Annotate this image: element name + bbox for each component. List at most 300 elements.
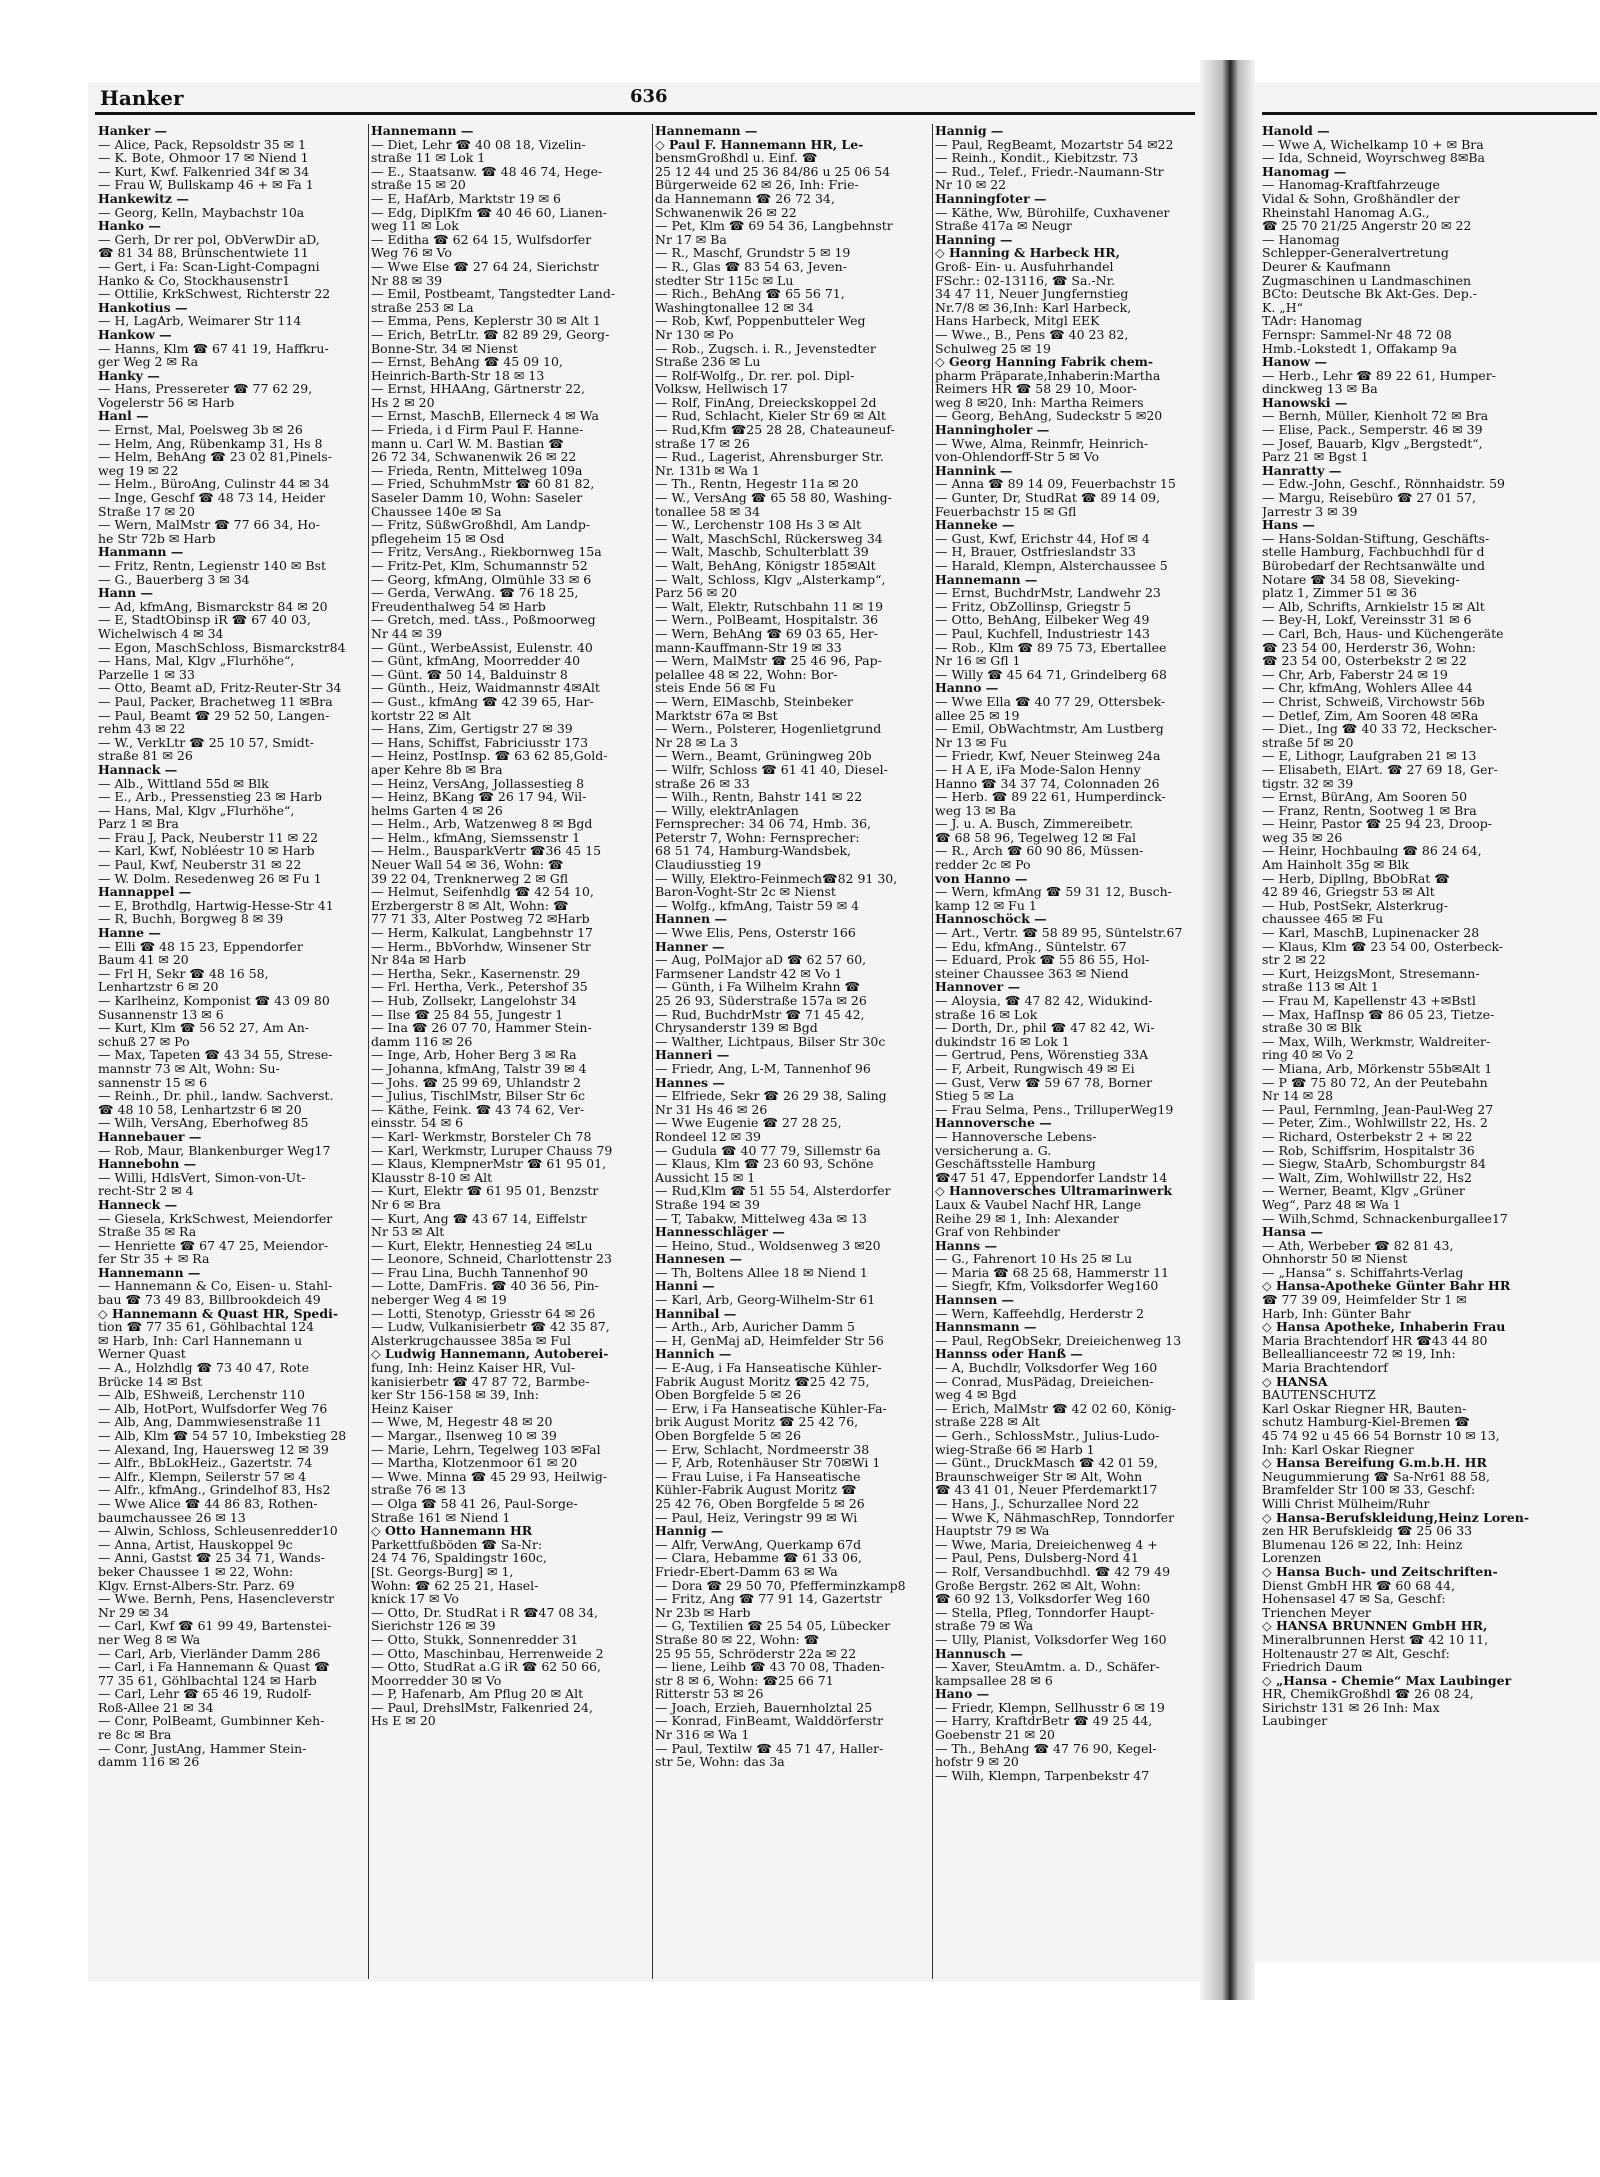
directory-line: — Th., Rentn, Hegestr 11a ✉ 20 [655, 476, 859, 492]
directory-line: knick 17 ✉ Vo [371, 1591, 459, 1607]
directory-line: — R., Maschf, Grundstr 5 ✉ 19 [655, 245, 851, 261]
directory-line: ☎ 23 54 00, Herderstr 36, Wohn: [1262, 639, 1476, 655]
directory-line: Straße 236 ✉ Lu [655, 354, 761, 370]
directory-line: Hanratty — [1262, 462, 1342, 478]
directory-line: — Willy, elektrAnlagen [655, 802, 799, 818]
directory-line: — Friedr, Kwf, Neuer Steinweg 24a [935, 748, 1161, 764]
directory-line: Feuerbachstr 15 ✉ Gfl [935, 503, 1077, 519]
directory-line: — Gunter, Dr, StudRat ☎ 89 14 09, [935, 490, 1161, 506]
directory-line: Klgv. Ernst-Albers-Str. Parz. 69 [98, 1577, 295, 1593]
directory-line: — Julius, TischlMstr, Bilser Str 6c [371, 1088, 585, 1104]
directory-line: Hankow — [98, 326, 172, 342]
directory-line: schuß 27 ✉ Po [98, 1033, 190, 1049]
directory-line: — Rud., Telef., Friedr.-Naumann-Str [935, 163, 1164, 179]
directory-line: Nr 16 ✉ Gfl 1 [935, 653, 1021, 669]
directory-line: — Paul, RegBeamt, Mozartstr 54 ✉22 [935, 136, 1174, 152]
directory-line: Vogelerstr 56 ✉ Harb [98, 394, 235, 410]
directory-line: versicherung a. G. [935, 1142, 1052, 1158]
directory-line: mannstr 73 ✉ Alt, Wohn: Su- [98, 1060, 280, 1076]
directory-line: brik August Moritz ☎ 25 42 76, [655, 1414, 859, 1430]
directory-line: — Clara, Hebamme ☎ 61 33 06, [655, 1550, 862, 1566]
directory-line: ☎ 25 70 21/25 Angerstr 20 ✉ 22 [1262, 218, 1472, 234]
directory-line: — Pet, Klm ☎ 69 54 36, Langbehnstr [655, 218, 893, 234]
directory-line: — P, Hafenarb, Am Pflug 20 ✉ Alt [371, 1686, 584, 1702]
directory-line: Ritterstr 53 ✉ 26 [655, 1686, 764, 1702]
directory-line: — Rud, Schlacht, Kieler Str 69 ✉ Alt [655, 408, 886, 424]
directory-line: — Walt, MaschSchl, Rückersweg 34 [655, 530, 883, 546]
directory-line: — Helm, Ang, Rübenkamp 31, Hs 8 [98, 435, 323, 451]
directory-line: — Erich, MalMstr ☎ 42 02 60, König- [935, 1400, 1176, 1416]
directory-line: — Joach, Erzieh, Bauernholztal 25 [655, 1699, 873, 1715]
directory-line: — Kurt, Kwf. Falkenried 34f ✉ 34 [98, 163, 310, 179]
directory-line: — Wilfr, Schloss ☎ 61 41 40, Diesel- [655, 761, 888, 777]
directory-line: straße 5f ✉ 20 [1262, 734, 1354, 750]
directory-line: straße 79 ✉ Wa [935, 1618, 1034, 1634]
directory-line: — Friedr, Ang, L-M, Tannenhof 96 [655, 1060, 871, 1076]
directory-line: — Ernst, HHAAng, Gärtnerstr 22, [371, 381, 585, 397]
directory-line: — Giesela, KrkSchwest, Meiendorfer [98, 1210, 333, 1226]
directory-line: — Hub, PostSekr, Alsterkrug- [1262, 897, 1448, 913]
directory-line: ☎ 23 54 00, Osterbekstr 2 ✉ 22 [1262, 653, 1467, 669]
directory-line: straße 228 ✉ Alt [935, 1414, 1040, 1430]
directory-line: — Gust, Verw ☎ 59 67 78, Borner [935, 1074, 1153, 1090]
directory-line: — Stella, Pfleg, Tonndorfer Haupt- [935, 1604, 1155, 1620]
directory-line: Hanmann — [98, 544, 184, 560]
directory-line: straße 17 ✉ 26 [655, 435, 750, 451]
directory-line: — Karl, Arb, Georg-Wilhelm-Str 61 [655, 1292, 876, 1308]
directory-line: — Carl, Lehr ☎ 65 46 19, Rudolf- [98, 1686, 312, 1702]
directory-line: — Wern, MalMstr ☎ 77 66 34, Ho- [98, 517, 320, 533]
directory-line: — Otto, Beamt aD, Fritz-Reuter-Str 34 [98, 680, 342, 696]
directory-line: von Hanno — [935, 870, 1028, 886]
directory-line: Laux & Vaubel Nachf HR, Lange [935, 1196, 1142, 1212]
directory-line: — Herb, Dipllng, BbObRat ☎ [1262, 870, 1450, 886]
directory-line: Hanns — [935, 1237, 997, 1253]
directory-line: 77 35 61, Göhlbachtal 124 ✉ Harb [98, 1672, 317, 1688]
directory-line: — Wwe, Alma, Reinmfr, Heinrich- [935, 435, 1149, 451]
directory-line: weg 4 ✉ Bgd [935, 1387, 1017, 1403]
directory-line: Hannig — [935, 124, 1004, 138]
directory-line: — R., Glas ☎ 83 54 63, Jeven- [655, 258, 847, 274]
directory-line: Reihe 29 ✉ 1, Inh: Alexander [935, 1210, 1120, 1226]
directory-line: — Kurt, Elektr ☎ 61 95 01, Benzstr [371, 1183, 599, 1199]
directory-line: straße 113 ✉ Alt 1 [1262, 979, 1379, 995]
directory-line: — Alb, Klm ☎ 54 57 10, Imbekstieg 28 [98, 1428, 347, 1443]
directory-line: Klausstr 8-10 ✉ Alt [371, 1169, 493, 1185]
directory-line: Nr 130 ✉ Po [655, 326, 734, 342]
directory-line: — Emma, Pens, Keplerstr 30 ✉ Alt 1 [371, 313, 601, 329]
directory-line: Vidal & Sohn, Großhändler der [1262, 190, 1460, 206]
directory-line: — Fritz, VersAng., Riekbornweg 15a [371, 544, 602, 560]
directory-line: Hankotius — [98, 299, 188, 315]
directory-line: — Wwe Alice ☎ 44 86 83, Rothen- [98, 1495, 318, 1511]
directory-line: 68 51 74, Hamburg-Wandsbek, [655, 843, 852, 859]
directory-line: — Elli ☎ 48 15 23, Eppendorfer [98, 938, 303, 954]
directory-line: Nr 6 ✉ Bra [371, 1196, 441, 1212]
directory-line: — Elisabeth, ElArt. ☎ 27 69 18, Ger- [1262, 761, 1498, 777]
directory-line: — G, Textilien ☎ 25 54 05, Lübecker [655, 1618, 891, 1634]
directory-line: Hannusch — [935, 1645, 1023, 1661]
directory-line: — Franz, Rentn, Sootweg 1 ✉ Bra [1262, 802, 1477, 818]
directory-line: — Helm., Arb, Watzenweg 8 ✉ Bgd [371, 816, 593, 832]
directory-line: — Eduard, Prok ☎ 55 86 55, Hol- [935, 952, 1150, 968]
directory-line: ◇ HANSA [1262, 1373, 1328, 1389]
directory-line: — Wwe., B., Pens ☎ 40 23 82, [935, 326, 1129, 342]
directory-line: Neuer Wall 54 ✉ 36, Wohn: ☎ [371, 857, 564, 873]
directory-line: — E, Brothdlg, Hartwig-Hesse-Str 41 [98, 897, 334, 913]
directory-line: — Wilh, Klempn, Tarpenbekstr 47 [935, 1767, 1150, 1783]
directory-line: Willi Christ Mülheim/Ruhr [1262, 1495, 1430, 1511]
directory-line: ◇ Hanning & Harbeck HR, [935, 245, 1120, 261]
directory-line: 24 74 76, Spaldingstr 160c, [371, 1550, 547, 1566]
directory-line: steis Ende 56 ✉ Fu [655, 680, 776, 696]
directory-line: einsstr. 54 ✉ 6 [371, 1115, 464, 1131]
directory-line: 25 12 44 und 25 36 84/86 u 25 06 54 [655, 163, 891, 179]
directory-line: — Wwe Elis, Pens, Osterstr 166 [655, 925, 856, 941]
directory-line: — Wilh, VersAng, Eberhofweg 85 [98, 1115, 309, 1131]
directory-line: ◇ HANSA BRUNNEN GmbH HR, [1262, 1618, 1488, 1634]
directory-line: — Frieda, i d Firm Paul F. Hanne- [371, 422, 584, 438]
directory-line: fer Str 35 + ✉ Ra [98, 1251, 210, 1267]
directory-line: Hanko — [98, 218, 161, 234]
directory-line: — W. Dolm. Resedenweg 26 ✉ Fu 1 [98, 870, 322, 886]
directory-line: — Werner, Beamt, Klgv „Grüner [1262, 1183, 1465, 1199]
directory-line: — Alfr., kfmAng., Grindelhof 83, Hs2 [98, 1482, 331, 1498]
directory-line: Hannink — [935, 462, 1013, 478]
directory-line: recht-Str 2 ✉ 4 [98, 1183, 194, 1199]
directory-line: — Reinh., Kondit., Kiebitzstr. 73 [935, 150, 1139, 166]
directory-line: Hanker — [98, 124, 168, 138]
directory-line: Hannesschläger — [655, 1224, 785, 1240]
directory-line: — Karl, Kwf, Nobléestr 10 ✉ Harb [98, 843, 315, 859]
directory-line: Hanno ☎ 34 37 74, Colonnaden 26 [935, 775, 1160, 791]
directory-line: straße 15 ✉ 20 [371, 177, 466, 193]
directory-line: — Conr, PolBeamt, Gumbinner Keh- [98, 1713, 325, 1729]
directory-line: Hanky — [98, 367, 160, 383]
directory-line: — Wolfg., kfmAng, Taistr 59 ✉ 4 [655, 897, 860, 913]
directory-line: — Herb., Lehr ☎ 89 22 61, Humper- [1262, 367, 1496, 383]
directory-line: — Hanomag [1262, 231, 1340, 247]
directory-line: ◇ Hansa-Apotheke Günter Bahr HR [1262, 1278, 1511, 1294]
directory-line: — Gudula ☎ 40 77 79, Sillemstr 6a [655, 1142, 881, 1158]
directory-line: Hannebohn — [98, 1156, 197, 1172]
directory-line: — Klaus, KlempnerMstr ☎ 61 95 01, [371, 1156, 607, 1172]
directory-line: Belleallianceestr 72 ✉ 19, Inh: [1262, 1346, 1456, 1362]
directory-line: Heinz Kaiser [371, 1400, 453, 1416]
directory-line: — Diet, Lehr ☎ 40 08 18, Vizelin- [371, 136, 586, 152]
directory-line: — Reinh., Dr. phil., landw. Sachverst. [98, 1088, 334, 1104]
directory-line: ◇ Hannoversches Ultramarinwerk [935, 1183, 1173, 1199]
directory-line: — Ernst, BuchdrMstr, Landwehr 23 [935, 585, 1161, 601]
directory-line: — Wwe Ella ☎ 40 77 29, Ottersbek- [935, 693, 1166, 709]
directory-line: — Chr, Arb, Faberstr 24 ✉ 19 [1262, 666, 1448, 682]
directory-line: — Leonore, Schneid, Charlottenstr 23 [371, 1251, 612, 1267]
directory-line: 42 89 46, Griegstr 53 ✉ Alt [1262, 884, 1435, 900]
directory-line: — Rolf, FinAng, Dreieckskoppel 2d [655, 394, 877, 410]
directory-line: Hs E ✉ 20 [371, 1713, 436, 1729]
directory-line: — Rob., Klm ☎ 89 75 73, Ebertallee [935, 639, 1167, 655]
directory-line: — Helm., BüroAng, Culinstr 44 ✉ 34 [98, 476, 330, 492]
column-divider [932, 124, 933, 1979]
directory-line: ☎ 48 10 58, Lenhartzstr 6 ✉ 20 [98, 1101, 302, 1117]
directory-line: chaussee 465 ✉ Fu [1262, 911, 1384, 927]
directory-line: Moorredder 30 ✉ Vo [371, 1672, 502, 1688]
directory-line: — Detlef, Zim, Am Sooren 48 ✉Ra [1262, 707, 1479, 723]
directory-line: Maria Brachtendorf HR ☎43 44 80 [1262, 1332, 1488, 1348]
directory-line: — K. Bote, Ohmoor 17 ✉ Niend 1 [98, 150, 309, 166]
directory-line: — Frau W, Bullskamp 46 + ✉ Fa 1 [98, 177, 314, 193]
directory-line: — Hans, Pressereter ☎ 77 62 29, [98, 381, 313, 397]
directory-line: — Alwin, Schloss, Schleusenredder10 [98, 1523, 338, 1539]
directory-column-2 [371, 124, 651, 1728]
directory-line: — E, HafArb, Marktstr 19 ✉ 6 [371, 190, 561, 206]
directory-line: — Anna, Artist, Hauskoppel 9c [98, 1536, 293, 1552]
directory-line: — Günth, i Fa Wilhelm Krahn ☎ [655, 979, 861, 995]
directory-line: — Karlheinz, Komponist ☎ 43 09 80 [98, 993, 330, 1008]
directory-line: tigstr. 32 ✉ 39 [1262, 775, 1354, 791]
directory-line: — Bernh, Müller, Kienholt 72 ✉ Bra [1262, 408, 1489, 424]
directory-line: — Karl, Werkmstr, Luruper Chauss 79 [371, 1142, 613, 1158]
directory-line: — Karl, MaschB, Lupinenacker 28 [1262, 925, 1480, 941]
directory-line: Groß- Ein- u. Ausfuhrhandel [935, 258, 1114, 274]
directory-line: Hanko & Co, Stockhausenstr1 [98, 272, 291, 288]
directory-line: Nr 14 ✉ 28 [1262, 1088, 1334, 1104]
directory-line: bensmGroßhdl u. Einf. ☎ [655, 150, 818, 166]
directory-line: — Wern, MalMstr ☎ 25 46 96, Pap- [655, 653, 882, 669]
directory-line: — W., Lerchenstr 108 Hs 3 ✉ Alt [655, 517, 862, 533]
directory-line: kamp 12 ✉ Fu 1 [935, 897, 1037, 913]
directory-line: — Th, Boltens Allee 18 ✉ Niend 1 [655, 1264, 868, 1280]
directory-line: Schlepper-Generalvertretung [1262, 245, 1449, 261]
directory-line: zen HR Berufskleidg ☎ 25 06 33 [1262, 1523, 1473, 1539]
directory-line: Hanningfoter — [935, 190, 1047, 206]
directory-line: Oben Borgfelde 5 ✉ 26 [655, 1387, 802, 1403]
directory-line: Brücke 14 ✉ Bst [98, 1373, 203, 1389]
directory-line: — Diet., Ing ☎ 40 33 72, Heckscher- [1262, 721, 1497, 737]
directory-line: — Emil, Postbeamt, Tangstedter Land- [371, 286, 616, 302]
directory-line: — Heino, Stud., Woldsenweg 3 ✉20 [655, 1237, 881, 1253]
directory-line: — Edw.-John, Geschf., Rönnhaidstr. 59 [1262, 476, 1505, 492]
directory-line: — Art., Vertr. ☎ 58 89 95, Süntelstr.67 [935, 925, 1183, 941]
directory-line: — Willi, HdlsVert, Simon-von-Ut- [98, 1169, 306, 1185]
directory-line: — Ernst, MaschB, Ellerneck 4 ✉ Wa [371, 408, 599, 424]
directory-line: mann u. Carl W. M. Bastian ☎ [371, 435, 564, 451]
directory-line: — Karl- Werkmstr, Borsteler Ch 78 [371, 1128, 592, 1144]
directory-line: — H, Brauer, Ostfrieslandstr 33 [935, 544, 1136, 560]
directory-line: — Johanna, kfmAng, Talstr 39 ✉ 4 [371, 1060, 587, 1076]
directory-line: Heinrich-Barth-Str 18 ✉ 13 [371, 367, 545, 383]
directory-line: Hannemann — [98, 1264, 201, 1280]
directory-line: — Konrad, FinBeamt, Walddörferstr [655, 1713, 884, 1729]
directory-line: Parkettfußböden ☎ Sa-Nr: [371, 1536, 543, 1552]
directory-line: Hano — [935, 1686, 990, 1702]
directory-line: schutz Hamburg-Kiel-Bremen ☎ [1262, 1414, 1470, 1430]
directory-line: Hann — [98, 585, 153, 601]
directory-line: — Margar., Ilsenweg 10 ✉ 39 [371, 1428, 557, 1443]
directory-line: sannenstr 15 ✉ 6 [98, 1074, 208, 1090]
directory-line: — Willy, Elektro-Feinmech☎82 91 30, [655, 870, 898, 886]
directory-line: — Wern., Beamt, Grüningweg 20b [655, 748, 872, 764]
directory-line: — Fried, SchuhmMstr ☎ 60 81 82, [371, 476, 595, 492]
directory-line: straße 76 ✉ 13 [371, 1482, 466, 1498]
directory-line: — Rud, BuchdrMstr ☎ 71 45 42, [655, 1006, 865, 1022]
directory-line: — Gretch, med. tAss., Poßmoorweg [371, 612, 596, 628]
directory-line: — Erw, Schlacht, Nordmeerstr 38 [655, 1441, 870, 1457]
directory-line: Roß-Allee 21 ✉ 34 [98, 1699, 214, 1715]
directory-line: — Carl, Arb, Vierländer Damm 286 [98, 1645, 321, 1661]
directory-line: fung, Inh: Heinz Kaiser HR, Vul- [371, 1360, 576, 1376]
directory-line: Hanowski — [1262, 394, 1348, 410]
directory-line: — E., Staatsanw. ☎ 48 46 74, Hege- [371, 163, 603, 179]
directory-line: 77 71 33, Alter Postweg 72 ✉Harb [371, 911, 590, 927]
directory-line: — Walt, BehAng, Königstr 185✉Alt [655, 558, 876, 573]
directory-line: — Ernst, Mal, Poelsweg 3b ✉ 26 [98, 422, 303, 438]
directory-line: ◇ „Hansa - Chemie“ Max Laubinger [1262, 1672, 1512, 1688]
directory-line: — Otto, StudRat a.G iR ☎ 62 50 66, [371, 1659, 601, 1675]
directory-line: — Alfr., BbLokHeiz., Gazertstr. 74 [98, 1455, 313, 1471]
directory-line: Trienchen Meyer [1262, 1604, 1371, 1620]
directory-line: — Ottilie, KrkSchwest, Richterstr 22 [98, 286, 331, 302]
directory-line: Nr 316 ✉ Wa 1 [655, 1727, 750, 1743]
directory-line: Bramfelder Str 100 ✉ 33, Geschf: [1262, 1482, 1476, 1498]
directory-line: Chaussee 140e ✉ Sa [371, 503, 502, 519]
directory-line: — Wern, ElMaschb, Steinbeker [655, 693, 853, 709]
directory-line: Saseler Damm 10, Wohn: Saseler [371, 490, 583, 506]
directory-line: — Heinz, VersAng, Jollassestieg 8 [371, 775, 585, 791]
directory-line: — Gust., kfmAng ☎ 42 39 65, Har- [371, 693, 594, 709]
directory-line: — R., Arch ☎ 60 90 86, Müssen- [935, 843, 1144, 859]
directory-line: ◇ Otto Hannemann HR [371, 1523, 533, 1539]
directory-line: Harb, Inh: Günter Bahr [1262, 1305, 1411, 1321]
directory-line: Susannenstr 13 ✉ 6 [98, 1006, 224, 1022]
directory-line: Claudiusstieg 19 [655, 857, 762, 873]
directory-line: — Helm., kfmAng, Siemssenstr 1 [371, 829, 581, 845]
directory-line: — Willy ☎ 45 64 71, Grindelberg 68 [935, 666, 1167, 682]
directory-line: — Heinz, BKang ☎ 26 17 94, Wil- [371, 789, 587, 805]
directory-line: Hannoversche — [935, 1115, 1052, 1131]
directory-line: ker Str 156-158 ✉ 39, Inh: [371, 1387, 539, 1403]
directory-line: hofstr 9 ✉ 20 [935, 1754, 1019, 1770]
directory-line: Hankewitz — [98, 190, 189, 206]
directory-line: Reimers HR ☎ 58 29 10, Moor- [935, 381, 1137, 397]
directory-line: — Frau Selma, Pens., TrilluperWeg19 [935, 1101, 1174, 1117]
directory-line: Parzelle 1 ✉ 33 [98, 666, 195, 682]
directory-line: Hannsmann — [935, 1319, 1037, 1335]
directory-line: BAUTENSCHUTZ [1262, 1387, 1376, 1403]
directory-line: — Paul, DrehslMstr, Falkenried 24, [371, 1699, 593, 1715]
directory-line: — Johs. ☎ 25 99 69, Uhlandstr 2 [371, 1074, 582, 1090]
directory-line: — Rob., Zugsch. i. R., Jevenstedter [655, 340, 876, 356]
directory-line: — Frau Lina, Buchh Tannenhof 90 [371, 1264, 589, 1280]
directory-line: — Wwe. Minna ☎ 45 29 93, Heilwig- [371, 1468, 608, 1484]
directory-line: pflegeheim 15 ✉ Osd [371, 530, 505, 546]
directory-line: — Carl, i Fa Hannemann & Quast ☎ [98, 1659, 330, 1675]
directory-line: — Martha, Klotzenmoor 61 ✉ 20 [371, 1455, 578, 1471]
directory-line: Hans — [1262, 517, 1315, 533]
directory-line: ◇ Hansa Bereifung G.m.b.H. HR [1262, 1455, 1487, 1471]
directory-line: Peterstr 7, Wohn: Fernsprecher: [655, 829, 860, 845]
header-rule [95, 112, 1195, 115]
directory-line: — Hannoversche Lebens- [935, 1128, 1097, 1144]
directory-line: Dienst GmbH HR ☎ 60 68 44, [1262, 1577, 1456, 1593]
directory-line: he Str 72b ✉ Harb [98, 530, 216, 546]
directory-line: — Frau Luise, i Fa Hanseatische [655, 1468, 861, 1484]
directory-line: — Otto, Dr. StudRat i R ☎47 08 34, [371, 1604, 599, 1620]
directory-line: kanisierbetr ☎ 47 87 72, Barmbe- [371, 1373, 590, 1389]
directory-line: Nr 84a ✉ Harb [371, 952, 466, 968]
directory-line: — G., Bauerberg 3 ✉ 34 [98, 571, 250, 587]
directory-line: — Georg, kfmAng, Olmühle 33 ✉ 6 [371, 571, 592, 587]
column-divider [652, 124, 653, 1979]
directory-line: — Alb, Ang, Dammwiesenstraße 11 [98, 1414, 323, 1430]
directory-line: — Ernst, BürAng, Am Sooren 50 [1262, 789, 1468, 805]
directory-line: — Rob, Kwf, Poppenbutteler Weg [655, 313, 866, 329]
directory-line: — Paul, Pens, Dulsberg-Nord 41 [935, 1550, 1139, 1566]
directory-line: — Friedr, Klempn, Sellhusstr 6 ✉ 19 [935, 1699, 1165, 1715]
directory-line: weg 35 ✉ 26 [1262, 829, 1343, 845]
directory-line: — Walt, Maschb, Schulterblatt 39 [655, 544, 869, 560]
directory-line: — Paul, Heiz, Veringstr 99 ✉ Wi [655, 1509, 858, 1525]
directory-line: straße 11 ✉ Lok 1 [371, 150, 486, 166]
directory-line: Sirichstr 131 ✉ 26 Inh: Max [1262, 1699, 1440, 1715]
directory-line: — Herm., BbVorhdw, Winsener Str [371, 938, 591, 954]
directory-line: Hannen — [655, 911, 727, 927]
directory-line: — Hanns, Klm ☎ 67 41 19, Haffkru- [98, 340, 329, 356]
directory-line: — Erich, BetrLtr. ☎ 82 89 29, Georg- [371, 326, 610, 342]
directory-line: straße 16 ✉ Lok [935, 1006, 1038, 1022]
directory-line: — Hans, Schiffst, Fabriciusstr 173 [371, 734, 589, 750]
directory-line: — Frau J, Pack, Neuberstr 11 ✉ 22 [98, 829, 319, 845]
directory-line: weg 8 ✉20, Inh: Martha Reimers [935, 394, 1144, 410]
directory-line: — Heinr, Hochbaulng ☎ 86 24 64, [1262, 843, 1482, 859]
directory-line: — F, Arb, Rotenhäuser Str 70✉Wi 1 [655, 1455, 881, 1471]
directory-line: — Siegw, StaArb, Schomburgstr 84 [1262, 1156, 1486, 1172]
directory-line: Rheinstahl Hanomag A.G., [1262, 204, 1430, 220]
directory-line: — E, Lithogr, Laufgraben 21 ✉ 13 [1262, 748, 1477, 764]
directory-line: — Richard, Osterbekstr 2 + ✉ 22 [1262, 1128, 1473, 1144]
directory-line: Hannesen — [655, 1251, 742, 1267]
directory-line: platz 1, Zimmer 51 ✉ 36 [1262, 585, 1417, 601]
column-divider [368, 124, 369, 1979]
directory-line: Parz 56 ✉ 20 [655, 585, 738, 601]
directory-line: — liene, Leihb ☎ 43 70 08, Thaden- [655, 1659, 885, 1675]
directory-line: — Aug, PolMajor aD ☎ 62 57 60, [655, 952, 867, 968]
directory-line: — Rob, Maur, Blankenburger Weg17 [98, 1142, 331, 1158]
directory-line: str 5e, Wohn: das 3a [655, 1754, 785, 1769]
directory-line: — Hans, Mal, Klgv „Flurhöhe“, [98, 653, 295, 669]
directory-line: Stieg 5 ✉ La [935, 1088, 1015, 1104]
directory-line: — Günth., Heiz, Waidmannstr 4✉Alt [371, 680, 600, 696]
directory-line: Straße 161 ✉ Niend 1 [371, 1509, 511, 1525]
directory-line: — Harry, KraftdrBetr ☎ 49 25 44, [935, 1713, 1153, 1729]
directory-line: Nr. 131b ✉ Wa 1 [655, 462, 760, 478]
directory-line: Nr 28 ✉ La 3 [655, 734, 738, 750]
directory-line: — Ilse ☎ 25 84 55, Jungestr 1 [371, 1006, 564, 1022]
directory-line: str 8 ✉ 6, Wohn: ☎25 66 71 [655, 1672, 834, 1688]
directory-line: pharm Präparate,Inhaberin:Martha [935, 367, 1161, 383]
directory-line: — Ad, kfmAng, Bismarckstr 84 ✉ 20 [98, 598, 328, 614]
directory-line: ner Weg 8 ✉ Wa [98, 1631, 201, 1647]
directory-line: ☎ 68 58 96, Tegelweg 12 ✉ Fal [935, 829, 1136, 845]
directory-line: Hanner — [655, 938, 725, 954]
directory-line: Werner Quast [98, 1346, 186, 1362]
directory-line: — Frl H, Sekr ☎ 48 16 58, [98, 965, 269, 981]
directory-line: — Paul, Kwf, Neuberstr 31 ✉ 22 [98, 857, 302, 873]
directory-line: Inh: Karl Oskar Riegner [1262, 1441, 1414, 1457]
directory-line: — Otto, Stukk, Sonnenredder 31 [371, 1631, 579, 1647]
directory-line: — Fritz, Ang ☎ 77 91 14, Gazertstr [655, 1591, 882, 1607]
directory-line: — Alb, HotPort, Wulfsdorfer Weg 76 [98, 1400, 328, 1416]
